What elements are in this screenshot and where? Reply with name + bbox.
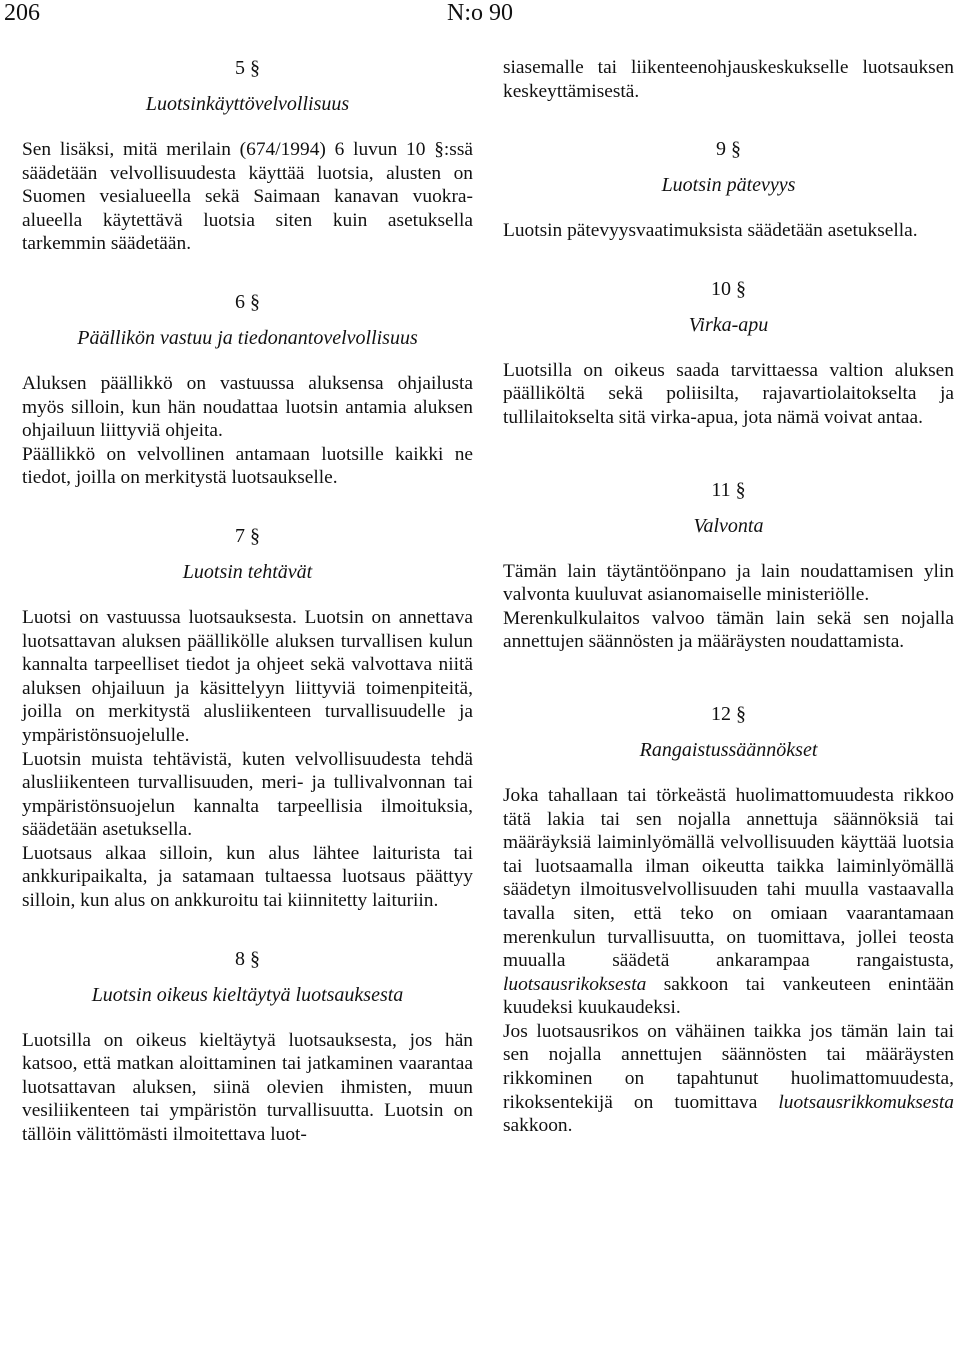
paragraph-continuation: siasemalle tai liikenteenohjauskeskukselle luotsauksen keskeyttämisestä. <box>503 57 954 102</box>
italic-term: luotsausrikoksesta <box>503 973 647 995</box>
section-number: 7 § <box>235 524 260 547</box>
section-number: 8 § <box>235 947 260 970</box>
section-9 <box>503 137 954 243</box>
spacer <box>503 430 954 478</box>
paragraph-text: sakkoon. <box>503 1115 573 1137</box>
page-number: 206 <box>4 0 40 26</box>
paragraph: Merenkulkulaitos valvoo tämän lain sekä sen nojalla annettujen säännösten ja määräysten noudattamista. <box>503 607 954 653</box>
section-title: Valvonta <box>693 514 764 537</box>
page-header <box>0 0 960 40</box>
section-number: 10 § <box>711 277 746 300</box>
paragraph: Luotsaus alkaa silloin, kun alus lähtee laiturista tai ankkuripaikalta, ja satamaan tultaessa luotsaus päättyy silloin, kun alus on ankkuroitu tai kiinnitetty laituriin. <box>22 842 473 912</box>
spacer <box>503 243 954 277</box>
paragraph-text: Joka tahallaan tai törkeästä huolimattomuudesta rikkoo tätä lakia tai sen nojalla annettuja säännöksiä tai määräyksiä laiminlyömällä velvollisuuden käyttää luotsia tai luotsaamalla ilman oikeutta taikka laiminlyömällä säädetyn ilmoitusvelvollisuuden tahi muulla vastaavalla tavalla siten, että teko on omiaan vaarantamaan merenkulun turvallisuutta, on tuomittava, jollei teosta muualla säädetä ankarampaa rangaistusta, <box>503 784 954 972</box>
section-title: Luotsin tehtävät <box>182 560 313 583</box>
text-columns <box>22 56 954 1147</box>
right-column <box>503 56 954 1147</box>
spacer <box>503 654 954 702</box>
spacer <box>503 103 954 137</box>
section-10 <box>503 277 954 430</box>
section-title: Luotsin pätevyys <box>661 174 796 197</box>
section-6 <box>22 290 473 490</box>
paragraph: Tämän lain täytäntöönpano ja lain noudattamisen ylin valvonta kuuluvat asianomaiselle ministeriölle. <box>503 560 954 606</box>
spacer <box>22 913 473 947</box>
paragraph: Luotsilla on oikeus saada tarvittaessa valtion aluksen päälliköltä sekä poliisilta, rajavartiolaitokselta ja tullilaitokselta sitä virka-apua, jota nämä voivat antaa. <box>503 359 954 428</box>
section-12 <box>503 702 954 1138</box>
paragraph: Luotsi on vastuussa luotsauksesta. Luotsin on annettava luotsattavan aluksen päällikölle aluksen turvallisen kulun kannalta tarpeelliset tiedot ja ohjeet sekä valvottava niitä aluksen ohjailuun ja käsittelyyn liittyviä toimenpiteitä, joilla on merkitystä alusliikenteen turvallisuudelle ja ympäristönsuojelulle. <box>22 606 473 746</box>
paragraph-text: sakkoon tai vankeuteen enintään kuudeksi kuukaudeksi. <box>503 973 954 1019</box>
spacer <box>22 256 473 290</box>
section-title: Päällikön vastuu ja tiedonantovelvollisuus <box>77 326 418 349</box>
section-number: 6 § <box>235 290 260 313</box>
section-number: 9 § <box>716 138 741 161</box>
section-number: 11 § <box>711 478 746 501</box>
paragraph-text: Jos luotsausrikos on vähäinen taikka jos tämän lain tai sen nojalla annettujen säännösten tai määräysten rikkominen on tapahtunut huolimattomuudesta, rikoksentekijä on tuomittava <box>503 1020 954 1113</box>
section-number: 12 § <box>711 702 746 725</box>
section-title: Virka-apu <box>688 313 769 336</box>
left-column <box>22 56 473 1147</box>
section-8 <box>22 947 473 1147</box>
section-title: Rangaistussäännökset <box>639 738 818 761</box>
issue-number: N:o 90 <box>447 0 513 26</box>
paragraph: Aluksen päällikkö on vastuussa aluksensa ohjailusta myös silloin, kun hän noudattaa luotsin antamia aluksen ohjailuun liittyviä ohjeita. <box>22 372 473 442</box>
section-11 <box>503 478 954 654</box>
section-5 <box>22 56 473 256</box>
section-title: Luotsin oikeus kieltäytyä luotsauksesta <box>91 983 404 1006</box>
section-title: Luotsinkäyttövelvollisuus <box>145 93 350 115</box>
paragraph <box>503 1020 954 1138</box>
section-number: 5 § <box>235 57 260 79</box>
paragraph: Sen lisäksi, mitä merilain (674/1994) 6 luvun 10 §:ssä säädetään velvollisuudesta käyttää luotsia, alusten on Suomen vesialueella sekä Saimaan kanavan vuokra-alueella käytettävä luotsia siten kuin asetuksella tarkemmin säädetään. <box>22 139 473 255</box>
paragraph: Luotsin muista tehtävistä, kuten velvollisuudesta tehdä alusliikenteen turvallisuuden, meri- ja tullivalvonnan tai ympäristönsuojelun kannalta tarpeellisia ilmoituksia, säädetään asetuksella. <box>22 748 473 841</box>
spacer <box>22 490 473 524</box>
paragraph: Luotsilla on oikeus kieltäytyä luotsauksesta, jos hän katsoo, että matkan aloittaminen tai jatkaminen vaarantaa luotsattavan aluksen, siinä olevien ihmisten, muun vesiliikenteen tai ympäristön turvallisuutta. Luotsin on tällöin välittömästi ilmoitettava luot- <box>22 1029 473 1146</box>
paragraph: Päällikkö on velvollinen antamaan luotsille kaikki ne tiedot, joilla on merkitystä luotsaukselle. <box>22 443 473 489</box>
paragraph: Luotsin pätevyysvaatimuksista säädetään asetuksella. <box>503 220 918 242</box>
section-7 <box>22 524 473 913</box>
paragraph <box>503 784 954 1020</box>
italic-term: luotsausrikkomuksesta <box>778 1091 954 1113</box>
